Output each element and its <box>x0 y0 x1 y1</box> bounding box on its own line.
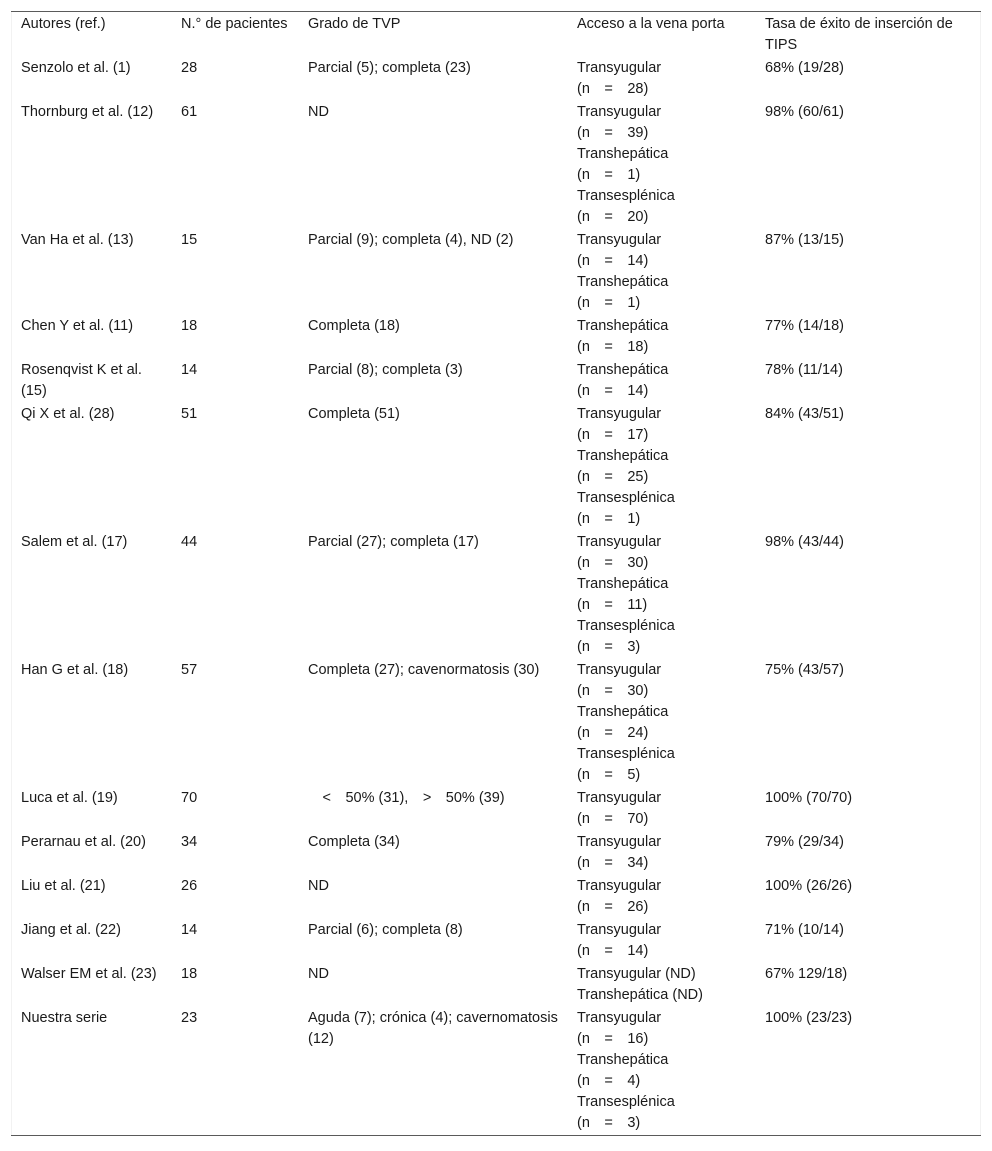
cell-patients: 18 <box>181 318 198 334</box>
cell-access <box>567 101 755 229</box>
cell-grade: Aguda (7); crónica (4); cavernomatosis (12) <box>308 1010 558 1047</box>
header-success: Tasa de éxito de inserción de TIPS <box>765 16 953 53</box>
table-row <box>11 919 981 963</box>
access-line: (n = 1) <box>577 511 641 527</box>
cell-grade: ND <box>308 966 329 982</box>
access-line: (n = 30) <box>577 555 649 571</box>
cell-access <box>567 787 755 831</box>
access-line: (n = 20) <box>577 209 649 225</box>
cell-grade: Parcial (5); completa (23) <box>308 60 471 76</box>
cell-patients: 15 <box>181 232 198 248</box>
cell-patients: 28 <box>181 60 198 76</box>
access-line: Transhepática <box>577 362 669 378</box>
table-row <box>11 1007 981 1135</box>
cell-success: 98% (60/61) <box>765 104 844 120</box>
header-access: Acceso a la vena porta <box>577 16 725 32</box>
access-line: (n = 1) <box>577 167 641 183</box>
cell-patients: 23 <box>181 1010 198 1026</box>
table-row <box>11 875 981 919</box>
cell-grade: ND <box>308 878 329 894</box>
access-line: Transyugular <box>577 878 662 894</box>
cell-success: 100% (23/23) <box>765 1010 853 1026</box>
access-line: Transhepática <box>577 704 669 720</box>
cell-grade: Completa (51) <box>308 406 400 422</box>
table-header <box>11 12 981 57</box>
access-line: Transhepática <box>577 146 669 162</box>
access-line: Transyugular <box>577 922 662 938</box>
access-line: Transyugular <box>577 1010 662 1026</box>
cell-success: 100% (26/26) <box>765 878 853 894</box>
cell-success: 77% (14/18) <box>765 318 844 334</box>
access-line: (n = 17) <box>577 427 649 443</box>
cell-author: Luca et al. (19) <box>21 790 118 806</box>
cell-success: 84% (43/51) <box>765 406 844 422</box>
access-line: Transhepática <box>577 448 669 464</box>
table-body <box>11 57 981 1135</box>
access-line: Transyugular <box>577 406 662 422</box>
cell-success: 98% (43/44) <box>765 534 844 550</box>
cell-patients: 57 <box>181 662 198 678</box>
cell-access <box>567 659 755 787</box>
cell-success: 87% (13/15) <box>765 232 844 248</box>
cell-author: Salem et al. (17) <box>21 534 128 550</box>
cell-access <box>567 359 755 403</box>
access-line: Transyugular <box>577 790 662 806</box>
access-line: (n = 11) <box>577 597 648 613</box>
cell-patients: 44 <box>181 534 198 550</box>
table-container <box>11 11 981 1136</box>
cell-access <box>567 57 755 101</box>
header-patients: N.° de pacientes <box>181 16 288 32</box>
cell-author: Liu et al. (21) <box>21 878 106 894</box>
access-line: (n = 3) <box>577 1115 641 1131</box>
cell-author: Jiang et al. (22) <box>21 922 121 938</box>
table-row <box>11 659 981 787</box>
access-line: Transesplénica <box>577 746 675 762</box>
cell-patients: 34 <box>181 834 198 850</box>
access-line: Transhepática <box>577 318 669 334</box>
access-line: (n = 26) <box>577 899 649 915</box>
cell-patients: 70 <box>181 790 198 806</box>
cell-grade: Parcial (6); completa (8) <box>308 922 463 938</box>
access-line: (n = 16) <box>577 1031 649 1047</box>
cell-author: Rosenqvist K et al. (15) <box>21 362 142 399</box>
access-line: Transhepática <box>577 274 669 290</box>
cell-grade: Parcial (27); completa (17) <box>308 534 479 550</box>
table-row <box>11 229 981 315</box>
access-line: (n = 3) <box>577 639 641 655</box>
cell-patients: 14 <box>181 922 198 938</box>
table-row <box>11 963 981 1007</box>
access-line: (n = 4) <box>577 1073 641 1089</box>
header-authors: Autores (ref.) <box>21 16 106 32</box>
access-line: (n = 28) <box>577 81 649 97</box>
cell-author: Van Ha et al. (13) <box>21 232 134 248</box>
access-line: (n = 14) <box>577 253 649 269</box>
cell-patients: 18 <box>181 966 198 982</box>
table-row <box>11 403 981 531</box>
access-line: Transhepática <box>577 1052 669 1068</box>
table-row <box>11 101 981 229</box>
tips-studies-table <box>11 12 981 1135</box>
access-line: Transhepática (ND) <box>577 987 703 1003</box>
cell-grade: Parcial (8); completa (3) <box>308 362 463 378</box>
cell-author: Chen Y et al. (11) <box>21 318 134 334</box>
cell-access <box>567 875 755 919</box>
access-line: (n = 14) <box>577 383 649 399</box>
cell-access <box>567 403 755 531</box>
access-line: Transhepática <box>577 576 669 592</box>
access-line: (n = 39) <box>577 125 649 141</box>
access-line: Transyugular <box>577 104 662 120</box>
cell-grade: ND <box>308 104 329 120</box>
table-row <box>11 531 981 659</box>
table-row <box>11 831 981 875</box>
access-line: Transesplénica <box>577 618 675 634</box>
table-row <box>11 359 981 403</box>
cell-grade: Parcial (9); completa (4), ND (2) <box>308 232 514 248</box>
access-line: (n = 14) <box>577 943 649 959</box>
access-line: Transyugular <box>577 232 662 248</box>
table-row <box>11 787 981 831</box>
cell-access <box>567 315 755 359</box>
access-line: Transyugular (ND) <box>577 966 696 982</box>
cell-author: Senzolo et al. (1) <box>21 60 131 76</box>
cell-author: Perarnau et al. (20) <box>21 834 146 850</box>
header-grade: Grado de TVP <box>308 16 401 32</box>
cell-grade: Completa (34) <box>308 834 400 850</box>
access-line: (n = 25) <box>577 469 649 485</box>
access-line: Transyugular <box>577 60 662 76</box>
cell-patients: 14 <box>181 362 198 378</box>
cell-success: 78% (11/14) <box>765 362 843 378</box>
table-row <box>11 315 981 359</box>
cell-grade: Completa (27); cavenormatosis (30) <box>308 662 540 678</box>
access-line: (n = 34) <box>577 855 649 871</box>
cell-success: 67% 129/18) <box>765 966 848 982</box>
cell-grade: Completa (18) <box>308 318 400 334</box>
cell-access <box>567 831 755 875</box>
cell-success: 75% (43/57) <box>765 662 844 678</box>
access-line: Transyugular <box>577 662 662 678</box>
cell-author: Qi X et al. (28) <box>21 406 115 422</box>
access-line: Transyugular <box>577 834 662 850</box>
header-row <box>11 12 981 57</box>
access-line: Transyugular <box>577 534 662 550</box>
access-line: Transesplénica <box>577 1094 675 1110</box>
access-line: Transesplénica <box>577 490 675 506</box>
table-row <box>11 57 981 101</box>
cell-patients: 51 <box>181 406 198 422</box>
cell-access <box>567 1007 755 1135</box>
cell-author: Nuestra serie <box>21 1010 108 1026</box>
cell-access <box>567 531 755 659</box>
cell-access <box>567 963 755 1007</box>
cell-grade: < 50% (31), > 50% (39) <box>308 790 505 806</box>
access-line: (n = 5) <box>577 767 641 783</box>
cell-success: 68% (19/28) <box>765 60 844 76</box>
cell-access <box>567 919 755 963</box>
cell-success: 100% (70/70) <box>765 790 853 806</box>
cell-patients: 26 <box>181 878 198 894</box>
cell-author: Thornburg et al. (12) <box>21 104 154 120</box>
access-line: (n = 1) <box>577 295 641 311</box>
cell-patients: 61 <box>181 104 198 120</box>
cell-access <box>567 229 755 315</box>
access-line: (n = 24) <box>577 725 649 741</box>
access-line: (n = 70) <box>577 811 649 827</box>
cell-author: Walser EM et al. (23) <box>21 966 157 982</box>
access-line: (n = 18) <box>577 339 649 355</box>
cell-author: Han G et al. (18) <box>21 662 129 678</box>
access-line: (n = 30) <box>577 683 649 699</box>
cell-success: 71% (10/14) <box>765 922 844 938</box>
access-line: Transesplénica <box>577 188 675 204</box>
cell-success: 79% (29/34) <box>765 834 844 850</box>
